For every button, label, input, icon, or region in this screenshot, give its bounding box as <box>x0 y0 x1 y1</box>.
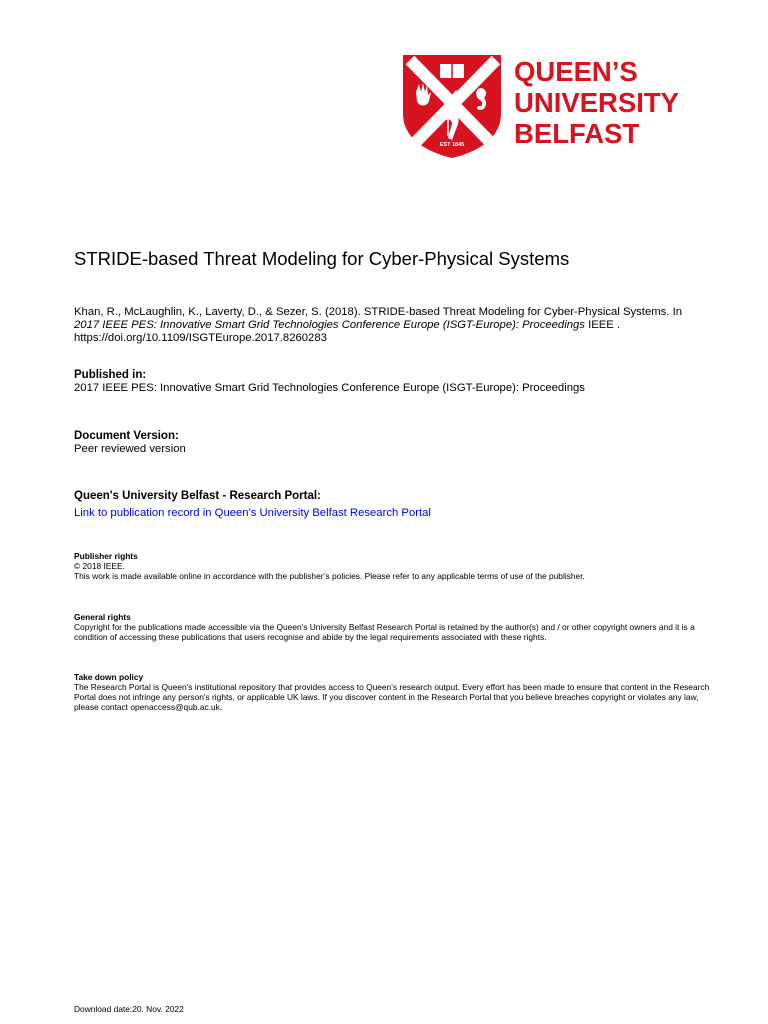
citation-proceedings: 2017 IEEE PES: Innovative Smart Grid Technologies Conference Europe (ISGT-Europe): Proceedings <box>74 319 585 331</box>
est-label: EST 1845 <box>439 142 465 148</box>
published-in-heading: Published in: <box>74 369 147 381</box>
publisher-rights-heading: Publisher rights <box>74 551 138 561</box>
take-down-section <box>74 672 714 712</box>
citation-authors: Khan, R., McLaughlin, K., Laverty, D., & Sezer, S. (2018). STRIDE-based Threat Modeling for Cyber-Physical Systems. In <box>74 306 682 318</box>
publication-record-link[interactable]: Link to publication record in Queen's University Belfast Research Portal <box>74 507 431 519</box>
document-version-value: Peer reviewed version <box>74 443 186 455</box>
publisher-rights-section <box>74 551 714 581</box>
general-rights-heading: General rights <box>74 612 131 622</box>
paper-title: STRIDE-based Threat Modeling for Cyber-Physical Systems <box>74 248 570 269</box>
publisher-rights-copyright: © 2018 IEEE. <box>74 561 125 571</box>
download-date: Download date:20. Nov. 2022 <box>74 1004 184 1014</box>
take-down-text: The Research Portal is Queen's institutional repository that provides access to Queen's research output. Every effort has been made to ensure that content in the Research Portal does not infringe any person's rights, or applicable UK laws. If you discover content in the Research Portal that you believe breaches copyright or violates any law, please contact openaccess@qub.ac.uk. <box>74 682 710 712</box>
logo-line-2: UNIVERSITY <box>514 87 680 118</box>
citation <box>74 306 704 345</box>
take-down-heading: Take down policy <box>74 672 144 682</box>
publisher-rights-text: This work is made available online in accordance with the publisher’s policies. Please refer to any applicable terms of use of the publisher. <box>74 571 585 581</box>
citation-doi: IEEE . https://doi.org/10.1109/ISGTEurope.2017.8260283 <box>74 319 621 344</box>
general-rights-section <box>74 612 714 642</box>
published-in-value: 2017 IEEE PES: Innovative Smart Grid Technologies Conference Europe (ISGT-Europe): Proceedings <box>74 382 585 394</box>
logo-line-3: BELFAST <box>514 118 640 149</box>
logo-line-1: QUEEN’S <box>514 56 638 87</box>
published-in-section <box>74 369 714 395</box>
logo-wordmark <box>514 56 679 149</box>
document-version-heading: Document Version: <box>74 430 179 442</box>
research-portal-heading: Queen's University Belfast - Research Portal: <box>74 490 321 502</box>
research-portal-section <box>74 490 714 521</box>
university-logo <box>400 52 712 162</box>
general-rights-text: Copyright for the publications made accessible via the Queen's University Belfast Research Portal is retained by the author(s) and / or other copyright owners and it is a condition of accessing these publications that users recognise and abide by the legal requirements associated with these rights. <box>74 622 695 642</box>
document-version-section <box>74 430 714 456</box>
